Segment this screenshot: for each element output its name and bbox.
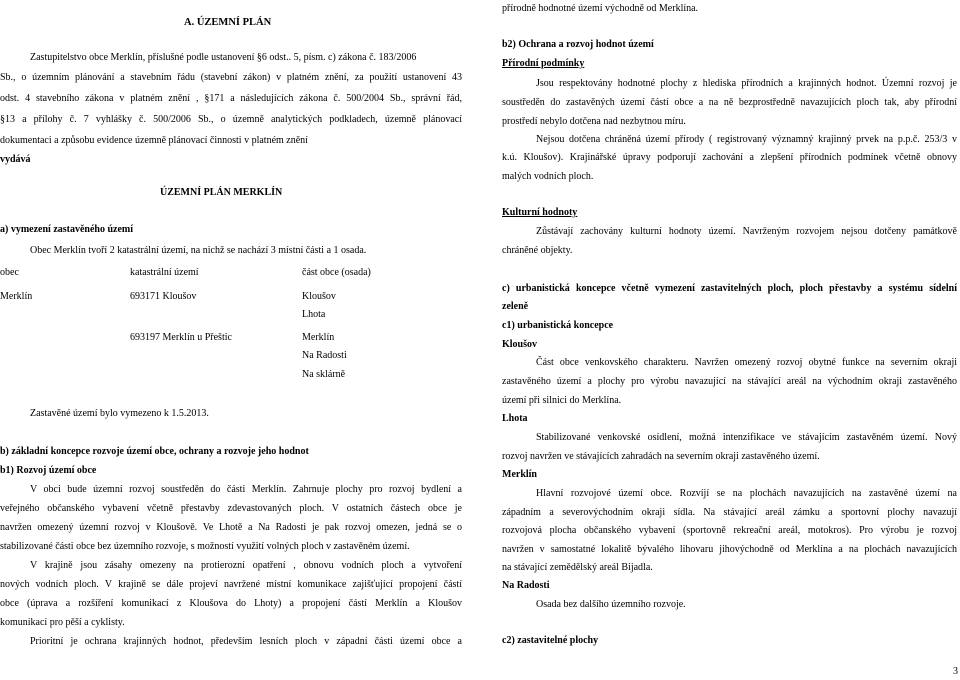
plan-title: ÚZEMNÍ PLÁN MERKLÍN (160, 187, 283, 198)
merklin-line-4: navržen v samostatné lokalitě bývalého lihovaru jihovýchodně od Merklína a na plochách navazujících (502, 544, 957, 555)
prirodni-line-1: Jsou respektovány hodnotné plochy z hlediska přírodních a krajinných hodnot. Územní rozvoj je (536, 78, 957, 89)
table-header-cast: část obce (osada) (302, 267, 371, 278)
na-radosti-line: Osada bez dalšího územního rozvoje. (536, 599, 686, 610)
c-heading-line-1: c) urbanistická koncepce včetně vymezení zastavitelných ploch, ploch přestavby a systému sídelní (502, 283, 957, 294)
klousov-line-3: území při silnici do Merklína. (502, 395, 622, 406)
b1-line-7: obce (úprava a rozšíření komunikací z Kloušova do Lhoty) a propojení částí Merklín a Kloušov (0, 598, 462, 609)
table-cell: Merklín (0, 291, 33, 302)
b1-line-9: Prioritní je ochrana krajinných hodnot, především lesních ploch v západní části území obce a (30, 636, 462, 647)
page-heading: A. ÚZEMNÍ PLÁN (184, 17, 272, 28)
merklin-line-3: rozvojová plocha občanského vybavení (sportovně rekreační areál, motokros). Pro výrobu je rozvoj (502, 525, 957, 536)
na-radosti-heading: Na Radosti (502, 580, 550, 591)
klousov-heading: Kloušov (502, 339, 538, 350)
lhota-heading: Lhota (502, 413, 528, 424)
lhota-line-2: rozvoj navržen ve stávajících zahradách na severním okraji zastavěného území. (502, 451, 820, 462)
vydava-label: vydává (0, 154, 31, 165)
klousov-line-1: Část obce venkovského charakteru. Navržen omezený rozvoj obytné funkce na severním okraji (536, 357, 957, 368)
c2-heading: c2) zastavitelné plochy (502, 635, 599, 646)
prirodni-line-4: Nejsou dotčena chráněná území přírody ( registrovaný významný krajinný prvek na p.p.č. 253/3 v (536, 134, 957, 145)
section-b1-heading: b1) Rozvoj území obce (0, 465, 97, 476)
prirodni-line-3: prostředí nebylo dotčena nad nezbytnou míru. (502, 116, 686, 127)
intro-line-1: Zastupitelstvo obce Merklín, příslušné podle ustanovení §6 odst.. 5, písm. c) zákona č. 183/2006 (30, 52, 417, 63)
b2-heading: b2) Ochrana a rozvoj hodnot území (502, 39, 654, 50)
table-cell: Merklín (302, 332, 335, 343)
b1-line-6: nových vodních ploch. V krajině se dále projeví navržené místní komunikace zajišťující propojení částí (0, 579, 462, 590)
table-header-ku: katastrální území (130, 267, 199, 278)
merklin-line-2: západním a severovýchodním okraji sídla. Na stávající areál zámku a sportovní plochy navazují (502, 507, 957, 518)
prirodni-line-5: k.ú. Kloušov). Krajinářské úpravy podporují zachování a zlepšení přírodních podmínek včetně obnovy (502, 152, 957, 163)
kulturni-line-2: chráněné objekty. (502, 245, 573, 256)
intro-line-2: Sb., o územním plánování a stavebním řádu (stavební zákon) v platném znění, za použití ustanovení 43 (0, 72, 462, 83)
zastavene-uzemi-date: Zastavěné území bylo vymezeno k 1.5.2013. (30, 408, 209, 419)
kulturni-line-1: Zůstávají zachovány kulturní hodnoty území. Navrženým rozvojem nejsou dotčeny památkově (536, 226, 957, 237)
table-cell: Kloušov (302, 291, 336, 302)
prirodni-line-6: malých vodních ploch. (502, 171, 594, 182)
merklin-heading: Merklín (502, 469, 537, 480)
table-cell: Na sklárně (302, 369, 346, 380)
c-heading-line-2: zeleně (502, 301, 529, 312)
table-cell: 693171 Kloušov (130, 291, 197, 302)
continued-line: přírodně hodnotné území východně od Merklína. (502, 3, 699, 14)
intro-line-4: §13 a přílohy č. 7 vyhlášky č. 500/2006 Sb., o územně analytických podkladech, územně plánovací (0, 114, 462, 125)
b1-line-1: V obci bude územní rozvoj soustředěn do části Merklín. Zahrnuje plochy pro rozvoj bydlení a (30, 484, 462, 495)
b1-line-3: navržen omezený územní rozvoj v Kloušově. Ve Lhotě a Na Radosti je pak rozvoj omezen, jedná se o (0, 522, 462, 533)
b1-line-5: V krajině jsou zásahy omezeny na protierozní opatření , obnovu vodních ploch a vytvoření (30, 560, 462, 571)
intro-line-5: dokumentaci a způsobu evidence územně plánovací činnosti v platném znění (0, 135, 308, 146)
section-a-text: Obec Merklín tvoří 2 katastrální území, na nichž se nachází 3 místní části a 1 osada. (30, 245, 367, 256)
prirodni-line-2: soustředěn do zastavěných území částí obce a na ně bezprostředně navazujících ploch tak, aby přírodní (502, 97, 957, 108)
page-number: 3 (953, 666, 958, 677)
merklin-line-5: na stávající zemědělský areál Bijadla. (502, 562, 653, 573)
prirodni-podminky-heading: Přírodní podmínky (502, 58, 585, 69)
intro-line-3: odst. 4 stavebního zákona v platném znění , §171 a následujících zákona č. 500/2004 Sb., správní řád, (0, 93, 462, 104)
kulturni-hodnoty-heading: Kulturní hodnoty (502, 207, 578, 218)
table-cell: Lhota (302, 309, 326, 320)
table-cell: Na Radosti (302, 350, 347, 361)
c1-heading: c1) urbanistická koncepce (502, 320, 614, 331)
lhota-line-1: Stabilizované venkovské osídlení, možná intenzifikace ve stávajícím zastavěném území. Nový (536, 432, 957, 443)
merklin-line-1: Hlavní rozvojové území obce. Rozvíjí se na plochách navazujících na zastavěné území na (536, 488, 957, 499)
table-header-obec: obec (0, 267, 19, 278)
b1-line-8: komunikací pro pěší a cyklisty. (0, 617, 125, 628)
b1-line-4: stabilizované části obce bez územního rozvoje, s možností využití volných ploch v zastavěném území. (0, 541, 410, 552)
table-cell: 693197 Merklín u Přeštic (130, 332, 232, 343)
section-a-heading: a) vymezení zastavěného území (0, 224, 134, 235)
section-b-heading: b) základní koncepce rozvoje území obce, ochrany a rozvoje jeho hodnot (0, 446, 309, 457)
b1-line-2: veřejného občanského vybavení včetně přestavby zdevastovaných ploch. V ostatních částech obce je (0, 503, 462, 514)
klousov-line-2: zastavěného území a plochy pro výrobu navazující na stávající areál na východním okraji zastavěného (502, 376, 957, 387)
